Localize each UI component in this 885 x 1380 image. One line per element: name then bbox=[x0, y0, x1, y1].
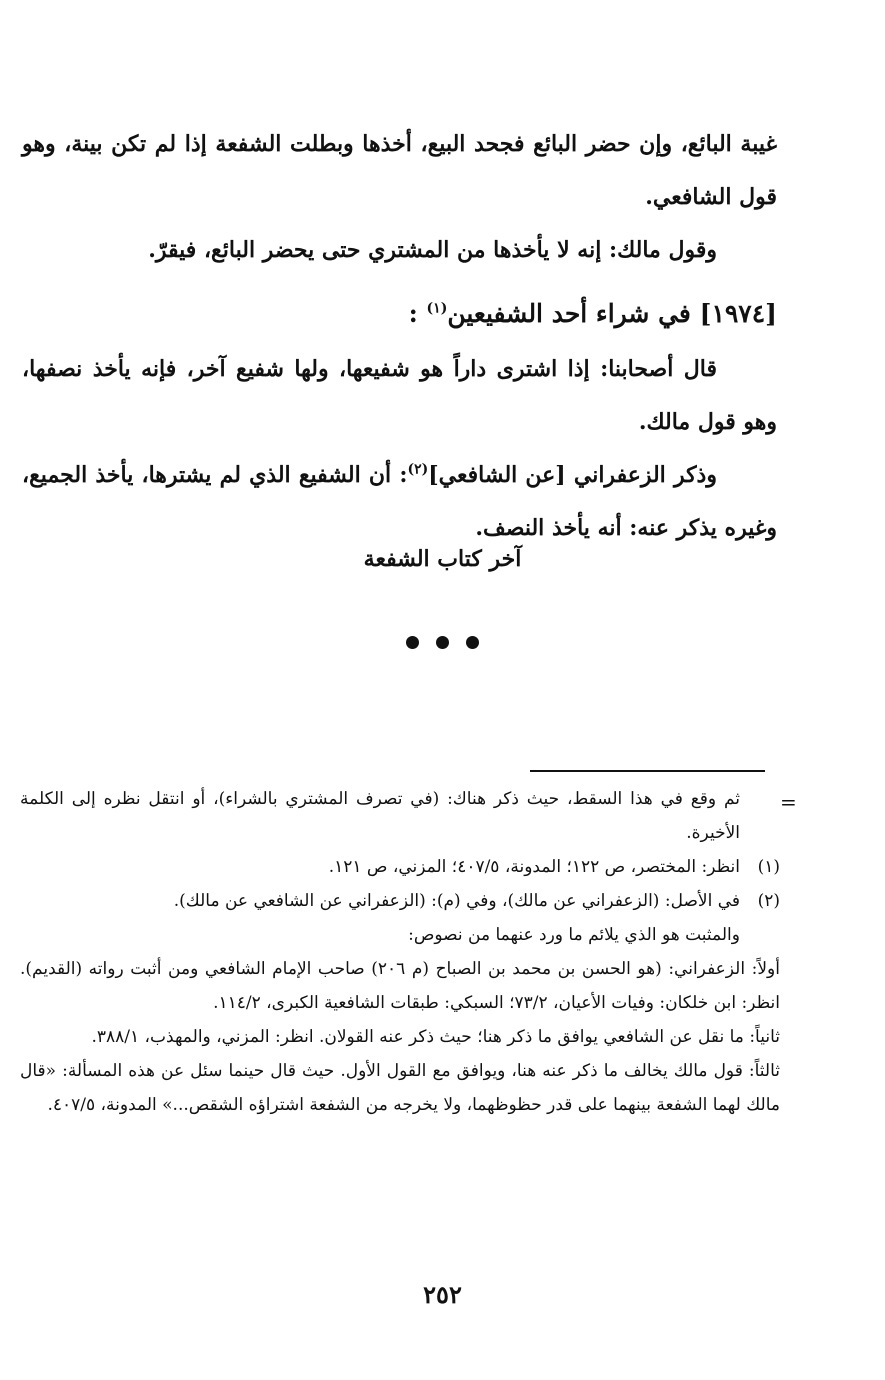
footnotes bbox=[20, 782, 780, 1122]
paragraph-zafarani-start: وذكر الزعفراني [عن الشافعي] bbox=[428, 462, 717, 488]
section-heading bbox=[22, 289, 777, 339]
paragraph-zafarani-end: : أن الشفيع الذي لم يشترها، يأخذ الجميع، وغيره يذكر عنه: أنه يأخذ النصف. bbox=[22, 462, 777, 541]
footnote-2-line-2: والمثبت هو الذي يلائم ما ورد عنهما من نصوص: bbox=[408, 925, 740, 945]
paragraph-footnote-ref: (٢) bbox=[407, 461, 429, 478]
footnote-1 bbox=[20, 850, 780, 884]
footnote-2-third: ثالثاً: قول مالك يخالف ما ذكر عنه هنا، ويوافق مع القول الأول. حيث قال حينما سئل عن هذه المسألة: «قال مالك لهما الشفعة بينهما على قدر حظوظهما، ولا يخرجه من الشفعة اشتراؤه الشقص...» المدونة، ٤٠٧/٥. bbox=[20, 1061, 780, 1115]
footnote-2-line-1: في الأصل: (الزعفراني عن مالك)، وفي (م): (الزعفراني عن الشافعي عن مالك). bbox=[173, 891, 740, 911]
section-title: في شراء أحد الشفيعين bbox=[447, 299, 691, 328]
paragraph-continuation: غيبة البائع، وإن حضر البائع فجحد البيع، أخذها وبطلت الشفعة إذا لم تكن بينة، وهو قول الشافعي. bbox=[22, 131, 777, 210]
page-number: ٢٥٢ bbox=[423, 1280, 462, 1309]
footnote-divider bbox=[530, 770, 765, 772]
book-end-title: آخر كتاب الشفعة bbox=[363, 546, 522, 572]
footnote-2-marker: (٢) bbox=[757, 891, 780, 911]
footnote-1-marker: (١) bbox=[757, 857, 780, 877]
footnote-2 bbox=[20, 884, 780, 952]
paragraph-companions: قال أصحابنا: إذا اشترى داراً هو شفيعها، ولها شفيع آخر، فإنه يأخذ نصفها، وهو قول مالك. bbox=[22, 356, 777, 435]
section-separator bbox=[0, 634, 885, 653]
separator-dot bbox=[466, 636, 479, 649]
footnote-2-first: أولاً: الزعفراني: (هو الحسن بن محمد بن الصباح (م ٢٠٦) صاحب الإمام الشافعي ومن أثبت رواته (القديم). انظر: ابن خلكان: وفيات الأعيان، ٧٣/٢؛ السبكي: طبقات الشافعية الكبرى، ١١٤/٢. bbox=[20, 959, 780, 1013]
section-footnote-ref: (١) bbox=[426, 300, 448, 317]
section-number: [١٩٧٤] bbox=[699, 299, 777, 328]
footnote-1-text: انظر: المختصر، ص ١٢٢؛ المدونة، ٤٠٧/٥؛ المزني، ص ١٢١. bbox=[328, 857, 740, 877]
continuation-mark: = bbox=[780, 790, 797, 814]
paragraph-zafarani bbox=[22, 449, 777, 555]
paragraph-malik-opinion: وقول مالك: إنه لا يأخذها من المشتري حتى يحضر البائع، فيقرّ. bbox=[148, 237, 717, 263]
footnote-continuation-text: ثم وقع في هذا السقط، حيث ذكر هناك: (في تصرف المشتري بالشراء)، أو انتقل نظره إلى الكلمة الأخيرة. bbox=[20, 789, 740, 843]
main-text bbox=[22, 118, 777, 555]
separator-dot bbox=[436, 636, 449, 649]
footnote-2-second: ثانياً: ما نقل عن الشافعي يوافق ما ذكر هنا؛ حيث ذكر عنه القولان. انظر: المزني، والمهذب، ٣٨٨/١. bbox=[91, 1027, 780, 1047]
footnote-continuation bbox=[20, 782, 780, 850]
section-colon: : bbox=[408, 299, 418, 328]
separator-dot bbox=[406, 636, 419, 649]
